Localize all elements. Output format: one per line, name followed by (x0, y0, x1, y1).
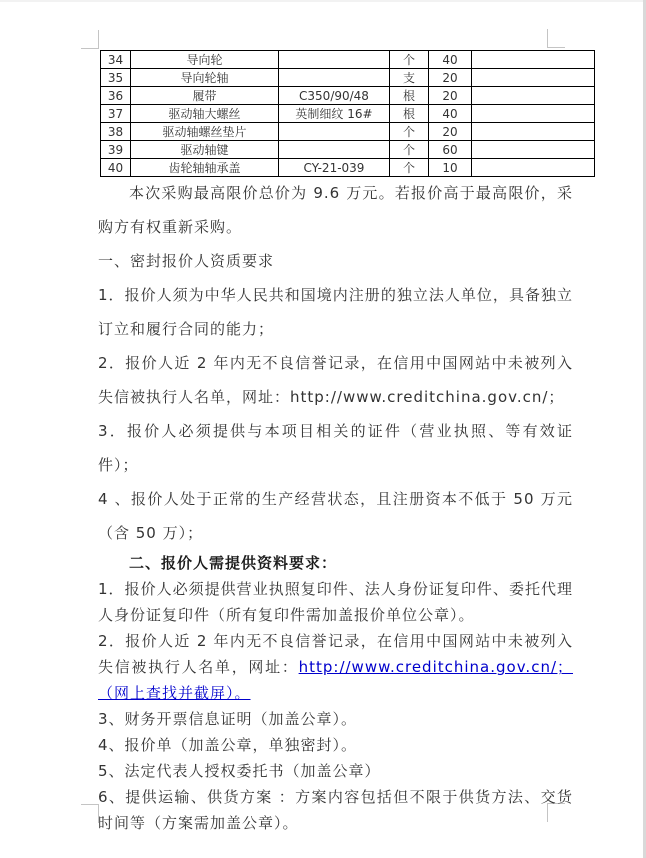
section1-item-4: 4 、报价人处于正常的生产经营状态，且注册资本不低于 50 万元（含 50 万）； (98, 490, 573, 542)
table-cell: 39 (101, 141, 131, 159)
table-cell: 导向轮 (131, 51, 279, 69)
section2-item-6: 6、提供运输、供货方案 ：方案内容包括但不限于供货方法、交货时间等（方案需加盖公章）。 (98, 788, 573, 832)
section-intro-and-qualifications (98, 176, 573, 550)
table-cell: 导向轮轴 (131, 69, 279, 87)
table-row (101, 159, 595, 177)
table-cell: 40 (429, 105, 472, 123)
table-cell (472, 141, 595, 159)
table-cell: 英制细纹 16# (279, 105, 390, 123)
table-row (101, 69, 595, 87)
table-cell: 20 (429, 123, 472, 141)
section2-item-1: 1．报价人必须提供营业执照复印件、法人身份证复印件、委托代理人身份证复印件（所有复印件需加盖报价单位公章）。 (98, 580, 573, 624)
table-cell: C350/90/48 (279, 87, 390, 105)
table-cell: 齿轮轴轴承盖 (131, 159, 279, 177)
table-row (101, 87, 595, 105)
table-cell: 履带 (131, 87, 279, 105)
table-row (101, 123, 595, 141)
table-cell: 36 (101, 87, 131, 105)
table-cell: 60 (429, 141, 472, 159)
table-row (101, 141, 595, 159)
table-cell (472, 51, 595, 69)
section1-item-3: 3．报价人必须提供与本项目相关的证件（营业执照、等有效证件）； (98, 422, 573, 474)
table-cell: 个 (390, 123, 429, 141)
table-cell: 40 (429, 51, 472, 69)
margin-crop-mark-top-left (81, 30, 99, 49)
section-required-documents (98, 550, 573, 836)
table-cell (472, 87, 595, 105)
section2-item-4: 4、报价单（加盖公章，单独密封）。 (98, 736, 358, 754)
section2-heading: 二、报价人需提供资料要求： (129, 554, 338, 572)
table-cell: 个 (390, 141, 429, 159)
table-cell (279, 51, 390, 69)
table-cell: 20 (429, 87, 472, 105)
table-cell: 35 (101, 69, 131, 87)
table-cell (472, 123, 595, 141)
margin-crop-mark-top-right (547, 29, 565, 48)
table-cell: 支 (390, 69, 429, 87)
section2-item-3: 3、财务开票信息证明（加盖公章）。 (98, 710, 358, 728)
table-cell: 38 (101, 123, 131, 141)
table-cell (279, 123, 390, 141)
table-cell: 根 (390, 105, 429, 123)
table-cell (279, 141, 390, 159)
creditchina-link[interactable]: http://www.creditchina.gov.cn/；（网上查找并截屏）。 (98, 658, 573, 702)
table-cell: 40 (101, 159, 131, 177)
table-cell: 37 (101, 105, 131, 123)
table-cell (472, 159, 595, 177)
section2-item-2 (98, 628, 573, 706)
table-cell: 20 (429, 69, 472, 87)
section2-item-2-text: 2．报价人近 2 年内无不良信誉记录，在信用中国网站中未被列入失信被执行人名单，网址： (98, 632, 573, 676)
table-cell: 34 (101, 51, 131, 69)
table-row (101, 51, 595, 69)
table-cell: 驱动轴螺丝垫片 (131, 123, 279, 141)
table-cell: 驱动轴键 (131, 141, 279, 159)
intro-paragraph: 本次采购最高限价总价为 9.6 万元。若报价高于最高限价，采购方有权重新采购。 (98, 184, 573, 236)
table-cell (472, 105, 595, 123)
document-body (98, 176, 573, 836)
parts-table-body (101, 51, 595, 177)
table-cell: 驱动轴大螺丝 (131, 105, 279, 123)
table-cell (279, 69, 390, 87)
margin-crop-mark-bottom-left (81, 804, 99, 823)
section1-item-1: 1．报价人须为中华人民共和国境内注册的独立法人单位，具备独立订立和履行合同的能力； (98, 286, 573, 338)
table-cell (472, 69, 595, 87)
table-cell: 根 (390, 87, 429, 105)
table-cell: 10 (429, 159, 472, 177)
section2-item-5: 5、法定代表人授权委托书（加盖公章） (98, 762, 381, 780)
parts-table (100, 50, 595, 177)
section1-heading: 一、密封报价人资质要求 (98, 252, 275, 270)
table-cell: CY-21-039 (279, 159, 390, 177)
table-cell: 个 (390, 159, 429, 177)
page-top-edge (0, 0, 646, 2)
section1-item-2: 2．报价人近 2 年内无不良信誉记录，在信用中国网站中未被列入失信被执行人名单，网址：http://www.creditchina.gov.cn/； (98, 354, 573, 406)
table-row (101, 105, 595, 123)
table-cell: 个 (390, 51, 429, 69)
